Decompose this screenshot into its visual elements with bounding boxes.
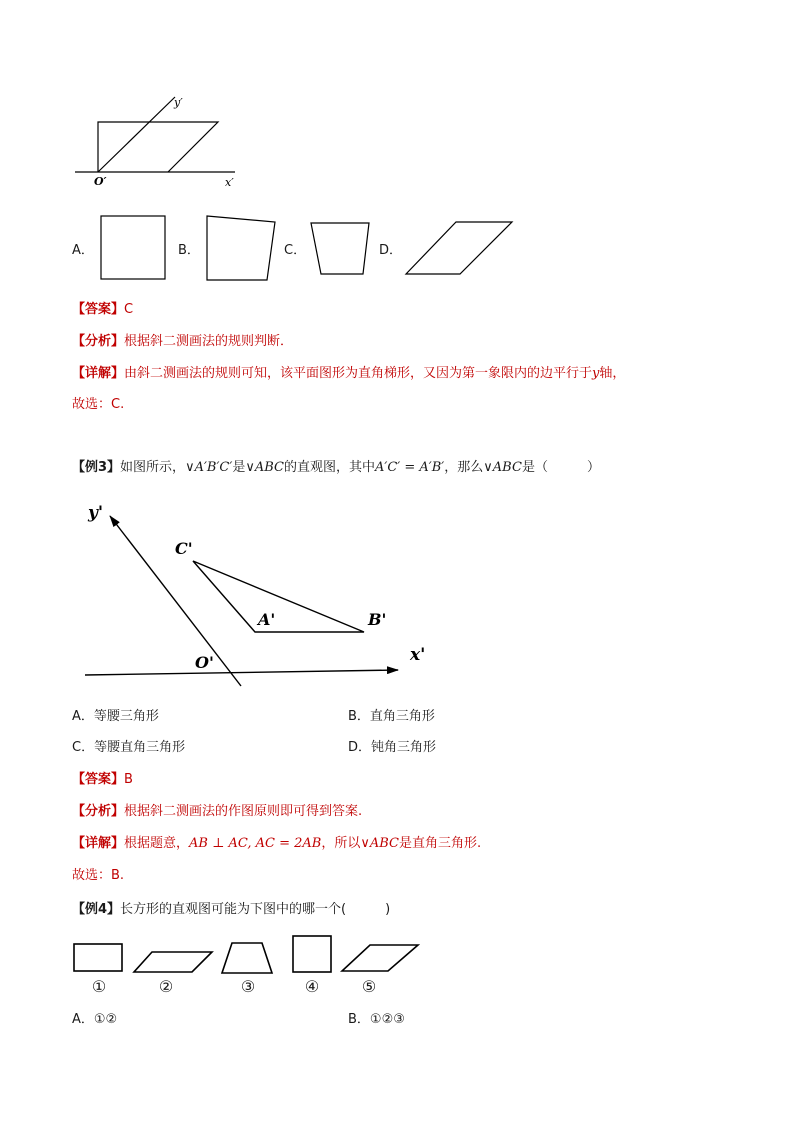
origin-label: O′	[94, 175, 107, 188]
option-c-label: C．	[284, 243, 307, 258]
q3-eq: A′C′ = A′B′	[375, 460, 445, 475]
q2-answer-row	[72, 302, 133, 318]
triangle-shape	[193, 561, 364, 632]
q4-option-b: B．①②③	[348, 1012, 405, 1027]
y-label: y′	[174, 96, 183, 109]
detail-tag: 【详解】	[72, 836, 125, 851]
q3-tri3: ∨ABC	[483, 460, 522, 475]
detail-text1: 根据题意，	[124, 836, 190, 851]
o-label: O'	[195, 653, 214, 672]
q4-number-1: ①	[91, 977, 107, 996]
q2-detail-row	[72, 366, 625, 382]
y-axis	[98, 97, 175, 172]
analysis-text: 根据斜二测画法的规则判断．	[124, 334, 294, 349]
a-label: A'	[258, 610, 276, 629]
q3-text5: 是（ ）	[521, 460, 600, 475]
q4-shape-1-rectangle	[72, 943, 124, 973]
q2-analysis-row	[72, 334, 293, 350]
q3-option-c: C．等腰直角三角形	[72, 740, 186, 755]
q3-text4: ，那么	[444, 460, 484, 475]
x-label: x'	[410, 645, 426, 665]
q4-question	[72, 902, 390, 918]
q3-answer-row	[72, 772, 133, 788]
detail-text2: ，所以	[321, 836, 361, 851]
answer-text: B	[124, 772, 133, 787]
q3-analysis-row	[72, 804, 362, 820]
q4-shape-3-trapezoid	[220, 941, 274, 975]
q3-option-b: B．直角三角形	[348, 709, 435, 724]
detail-text: 由斜二测画法的规则可知，该平面图形为直角梯形，又因为第一象限内的边平行于	[124, 366, 593, 381]
detail-text3: 是直角三角形.	[398, 836, 482, 851]
option-a-label: A．	[72, 243, 94, 258]
detail-math: AB ⊥ AC, AC = 2AB	[189, 836, 322, 851]
option-b-right-trapezoid	[205, 214, 277, 282]
q3-detail-row	[72, 836, 481, 852]
q4-shape-2-parallelogram	[132, 950, 214, 974]
detail-tri: ∨ABC	[360, 836, 399, 851]
q3-text3: 的直观图，其中	[284, 460, 376, 475]
q3-option-a: A．等腰三角形	[72, 709, 159, 724]
q4-label: 【例4】	[72, 902, 121, 917]
q4-shape-5-parallelogram	[340, 943, 420, 973]
q3-text1: 如图所示，	[120, 460, 186, 475]
q4-text: 长方形的直观图可能为下图中的哪一个( )	[120, 902, 391, 917]
option-c-trapezoid	[309, 221, 371, 276]
q3-tri2: ∨ABC	[245, 460, 284, 475]
option-a-square	[100, 215, 166, 280]
x-label: x′	[225, 176, 234, 189]
c-label: C'	[175, 539, 193, 558]
q4-number-4: ④	[304, 977, 320, 996]
q3-tri1: ∨A′B′C′	[185, 460, 233, 475]
q4-number-3: ③	[240, 977, 256, 996]
figure-oblique-axes	[70, 92, 250, 197]
option-b-label: B．	[178, 243, 200, 258]
q3-choose-row: 故选：B.	[72, 868, 125, 883]
q3-label: 【例3】	[72, 460, 121, 475]
answer-text: C	[124, 302, 134, 317]
analysis-tag: 【分析】	[72, 804, 125, 819]
figure-triangle-axes	[80, 498, 430, 690]
q3-text2: 是	[232, 460, 246, 475]
detail-var: y	[592, 366, 600, 381]
detail-text-after: 轴，	[599, 366, 626, 381]
x-axis-arrow	[85, 670, 398, 675]
q4-shape-4-square	[291, 934, 333, 974]
q2-choose-row: 故选：C.	[72, 397, 125, 412]
q3-question	[72, 460, 600, 476]
q4-number-5: ⑤	[361, 977, 377, 996]
analysis-text: 根据斜二测画法的作图原则即可得到答案.	[124, 804, 363, 819]
option-d-label: D．	[379, 243, 403, 258]
option-d-parallelogram	[404, 220, 514, 276]
q3-option-d: D．钝角三角形	[348, 740, 437, 755]
trapezoid-shape	[98, 122, 218, 172]
detail-tag: 【详解】	[72, 366, 125, 381]
b-label: B'	[368, 610, 387, 629]
y-label: y'	[88, 503, 104, 523]
analysis-tag: 【分析】	[72, 334, 125, 349]
q4-option-a: A．①②	[72, 1012, 118, 1027]
answer-tag: 【答案】	[72, 772, 125, 787]
q4-number-2: ②	[158, 977, 174, 996]
answer-tag: 【答案】	[72, 302, 125, 317]
